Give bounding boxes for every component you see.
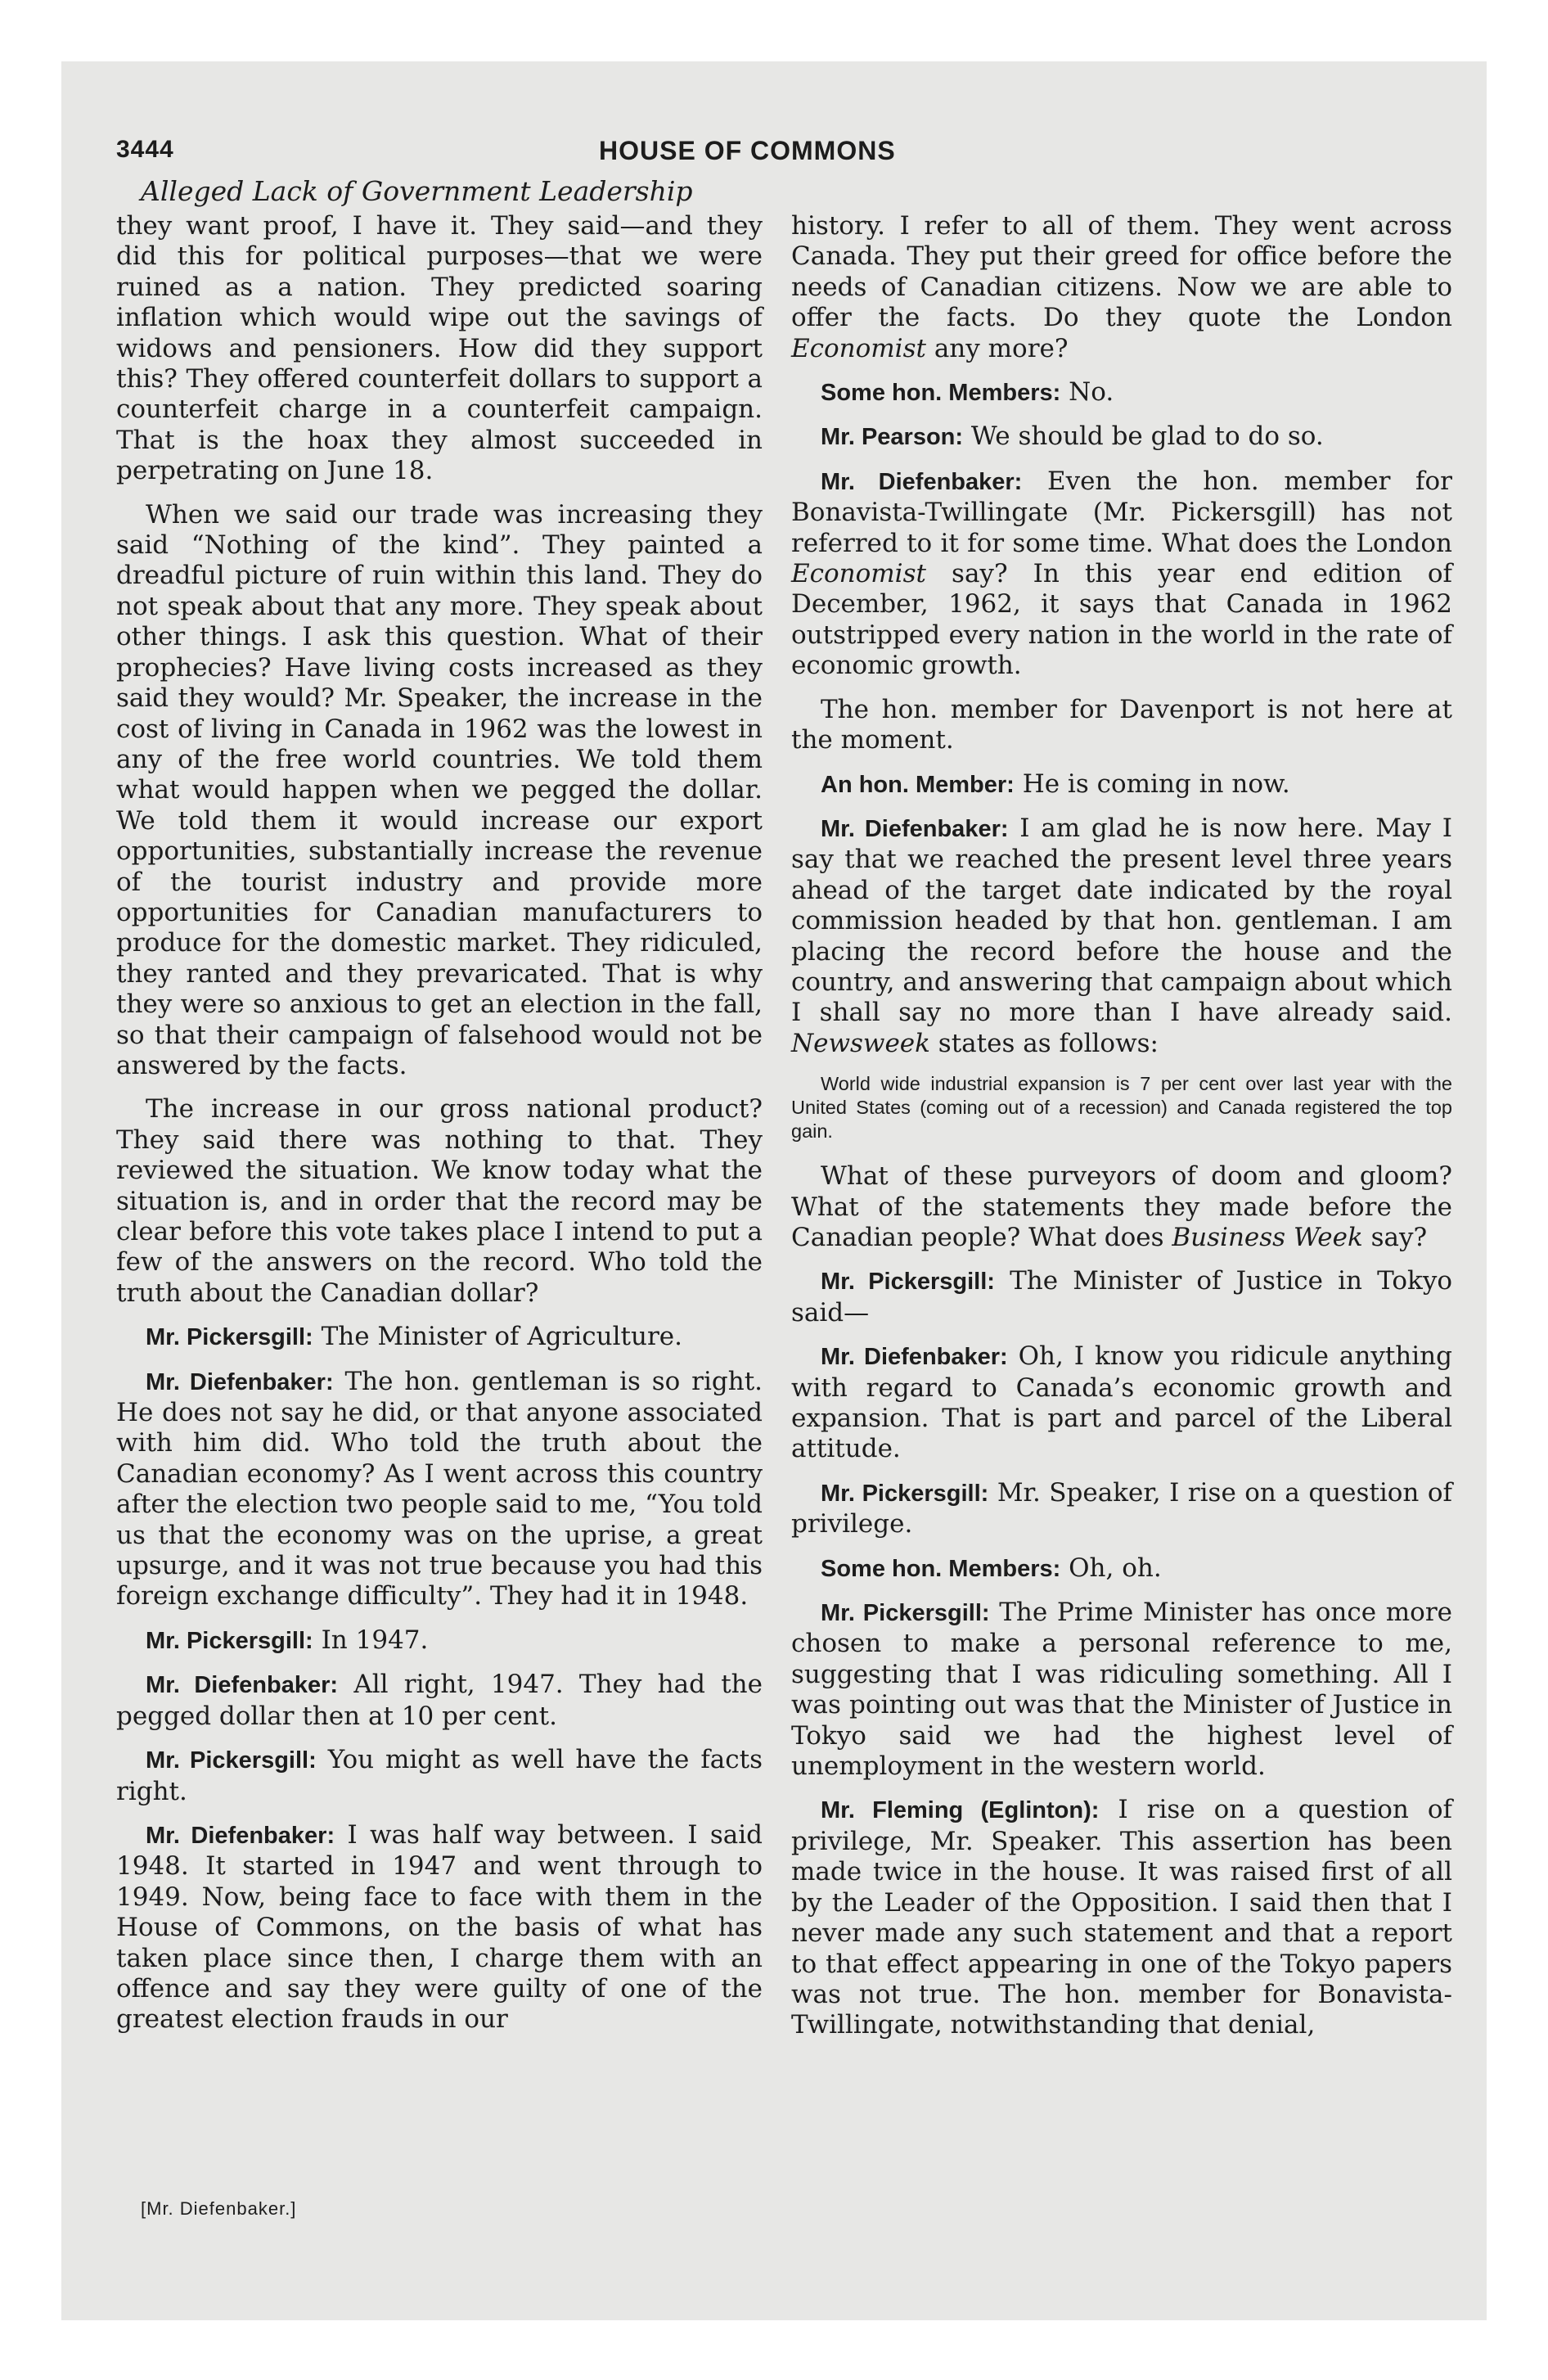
speech — [791, 421, 1452, 453]
text-run: What of these purveyors of doom and gloom? What of the statements they made before the Canadian people? What does — [791, 1161, 1452, 1252]
speech-text: states as follows: — [929, 1028, 1159, 1058]
speech-text: He is coming in now. — [1022, 769, 1290, 799]
speech — [116, 1745, 763, 1807]
speech-text: We should be glad to do so. — [970, 421, 1324, 452]
speech-text: All right, 1947. They had the pegged dollar then at 10 per cent. — [116, 1670, 763, 1731]
page-footer: [Mr. Diefenbaker.] — [141, 2198, 297, 2219]
speaker-name: Mr. Pickersgill: — [821, 1600, 990, 1627]
speaker-name: Mr. Pickersgill: — [146, 1324, 313, 1351]
speech-text: In 1947. — [321, 1625, 429, 1655]
publication-title: Business Week — [1172, 1222, 1363, 1252]
speech — [791, 769, 1452, 800]
speaker-name: Mr. Diefenbaker: — [821, 815, 1009, 842]
text-run: any more? — [925, 333, 1069, 363]
speech-text: No. — [1069, 377, 1114, 408]
speech — [791, 1598, 1452, 1782]
speech — [791, 467, 1452, 682]
speaker-name: Mr. Diefenbaker: — [146, 1822, 335, 1849]
speaker-name: Mr. Diefenbaker: — [146, 1368, 334, 1395]
speech-text: Even the hon. member for Bonavista-Twillingate (Mr. Pickersgill) has not referred to it for some time. What does the London — [791, 466, 1452, 558]
speaker-name: An hon. Member: — [821, 771, 1015, 798]
speech — [791, 1266, 1452, 1328]
speech-text: The Minister of Justice in Tokyo said— — [791, 1266, 1453, 1327]
speech-text: The Minister of Agriculture. — [321, 1322, 682, 1352]
speech — [116, 1322, 763, 1353]
paragraph — [791, 211, 1452, 364]
speech — [116, 1625, 763, 1657]
speech — [116, 1820, 763, 2035]
running-head: HOUSE OF COMMONS — [599, 136, 896, 165]
section-heading: Alleged Lack of Government Leadership — [141, 175, 693, 207]
speaker-name: Mr. Diefenbaker: — [146, 1672, 339, 1699]
speaker-name: Mr. Pickersgill: — [146, 1627, 313, 1654]
right-column — [791, 211, 1452, 2054]
paragraph: The hon. member for Davenport is not here at the moment. — [791, 694, 1452, 755]
block-quote: World wide industrial expansion is 7 per cent over last year with the United States (coming out of a recession) and Canada registered the top gain. — [791, 1073, 1452, 1143]
speaker-name: Mr. Pickersgill: — [146, 1747, 317, 1774]
speech — [791, 814, 1452, 1059]
speech-text: You might as well have the facts right. — [116, 1745, 763, 1806]
text-run: history. I refer to all of them. They went across Canada. They put their greed for office before the needs of Canadian citizens. Now we are able to offer the facts. Do they quote the London — [791, 211, 1452, 333]
paragraph — [791, 1161, 1452, 1253]
left-column — [116, 172, 763, 2049]
speech-text: The hon. gentleman is so right. He does not say he did, or that anyone associated with him did. Who told the truth about the Canadian economy? As I went across this country after the election two people said to me, “You told us that the economy was on the uprise, a great upsurge, and it was not true because you had this foreign exchange difficulty”. They had it in 1948. — [116, 1366, 763, 1611]
page-number: 3444 — [116, 136, 174, 163]
speech-text: I rise on a question of privilege, Mr. Speaker. This assertion has been made twice in the house. It was raised first of all by the Leader of the Opposition. I said then that I never made any such statement and that a report to that effect appearing in one of the Tokyo papers was not true. The hon. member for Bonavista-Twillingate, notwithstanding that denial, — [791, 1795, 1452, 2040]
speaker-name: Some hon. Members: — [821, 1555, 1061, 1582]
text-run: say? — [1362, 1222, 1428, 1252]
speech-text: I am glad he is now here. May I say that we reached the present level three years ahead of the target date indicated by the royal commission headed by that hon. gentleman. I am placing the record before the house and the country, and answering that campaign about which I shall say no more than I have already said. — [791, 813, 1452, 1028]
speech — [791, 1553, 1452, 1584]
speaker-name: Mr. Pickersgill: — [821, 1269, 995, 1296]
speech — [791, 377, 1452, 408]
speech-text: Mr. Speaker, I rise on a question of privilege. — [791, 1477, 1453, 1539]
speaker-name: Mr. Pickersgill: — [821, 1480, 989, 1507]
speech-text: The Prime Minister has once more chosen to make a personal reference to me, suggesting that I was ridiculing something. All I was pointing out was that the Minister of Justice in Tokyo said we had the highest level of unemployment in the western world. — [791, 1598, 1453, 1782]
speaker-name: Mr. Diefenbaker: — [821, 1344, 1008, 1371]
speech-text: Oh, I know you ridicule anything with regard to Canada’s economic growth and expansion. That is part and parcel of the Liberal attitude. — [791, 1341, 1452, 1464]
speech-text: say? In this year end edition of December, 1962, it says that Canada in 1962 outstripped every nation in the world in the rate of economic growth. — [791, 559, 1452, 681]
publication-title: Economist — [791, 333, 926, 363]
publication-title: Economist — [791, 559, 926, 589]
speaker-name: Some hon. Members: — [821, 380, 1061, 407]
speech-text: Oh, oh. — [1069, 1553, 1162, 1583]
page-header — [116, 136, 1432, 177]
speech-text: I was half way between. I said 1948. It started in 1947 and went through to 1949. Now, being face to face with them in the House of Commons, on the basis of what has taken place since then, I charge them with an offence and say they were guilty of one of the greatest election frauds in our — [116, 1819, 763, 2035]
speech — [791, 1341, 1452, 1465]
paragraph: The increase in our gross national product? They said there was nothing to that. They reviewed the situation. We know today what the situation is, and in order that the record may be clear before this vote takes place I intend to put a few of the answers on the record. Who told the truth about the Canadian dollar? — [116, 1094, 763, 1308]
paragraph: When we said our trade was increasing they said “Nothing of the kind”. They painted a dreadful picture of ruin within this land. They do not speak about that any more. They speak about other things. I ask this question. What of their prophecies? Have living costs increased as they said they would? Mr. Speaker, the increase in the cost of living in Canada in 1962 was the lowest in any of the free world countries. We told them what would happen when we pegged the dollar. We told them it would increase our export opportunities, substantially increase the revenue of the tourist industry and provide more opportunities for Canadian manufacturers to produce for the domestic market. They ridiculed, they ranted and they prevaricated. That is why they were so anxious to get an election in the fall, so that their campaign of falsehood would not be answered by the facts. — [116, 499, 763, 1080]
paragraph: they want proof, I have it. They said—and they did this for political purposes—that we were ruined as a nation. They predicted soaring inflation which would wipe out the savings of widows and pensioners. How did they support this? They offered counterfeit dollars to support a counterfeit charge in a counterfeit campaign. That is the hoax they almost succeeded in perpetrating on June 18. — [116, 211, 763, 486]
speaker-name: Mr. Fleming (Eglinton): — [821, 1797, 1100, 1824]
speech — [791, 1478, 1452, 1540]
speaker-name: Mr. Diefenbaker: — [821, 468, 1023, 495]
publication-title: Newsweek — [791, 1028, 930, 1058]
speech — [116, 1367, 763, 1612]
speech — [791, 1795, 1452, 2040]
speech — [116, 1670, 763, 1732]
speaker-name: Mr. Pearson: — [821, 424, 964, 451]
